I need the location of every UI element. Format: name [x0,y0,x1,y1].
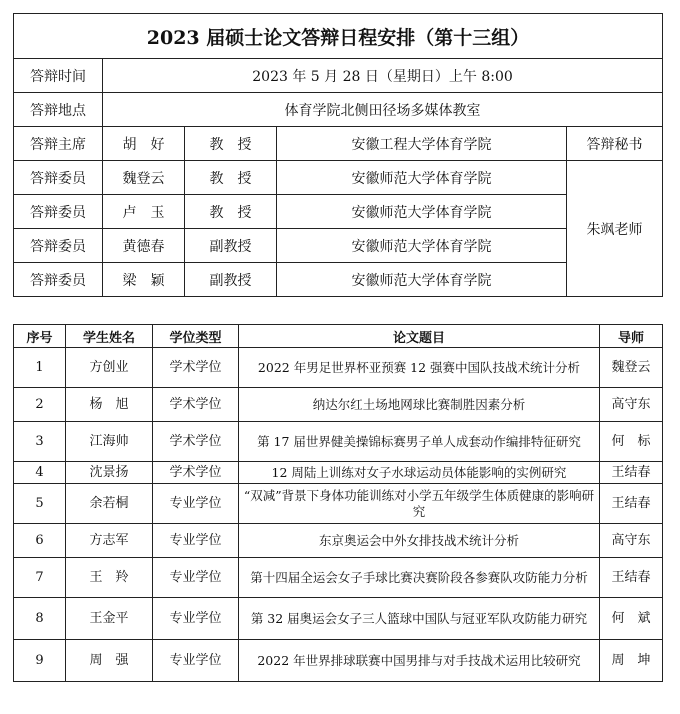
row-advisor: 魏登云 [600,348,663,388]
row-name: 江海帅 [66,422,153,462]
row-advisor: 高守东 [600,388,663,422]
row-topic: 第十四届全运会女子手球比赛决赛阶段各参赛队攻防能力分析 [239,558,600,598]
committee-row [14,229,663,263]
committee-role: 答辩委员 [14,195,103,229]
committee-unit: 安徽师范大学体育学院 [277,263,567,297]
committee-name: 卢 玉 [103,195,185,229]
row-name: 方志军 [66,524,153,558]
schedule-info-table [13,13,663,297]
place-label: 答辩地点 [14,93,103,127]
row-name: 王 羚 [66,558,153,598]
row-topic: 第 32 届奥运会女子三人篮球中国队与冠亚军队攻防能力研究 [239,598,600,640]
committee-title: 副教授 [185,229,277,263]
row-degree: 学术学位 [153,348,239,388]
row-degree: 学术学位 [153,422,239,462]
committee-title: 教 授 [185,195,277,229]
row-degree: 学术学位 [153,462,239,484]
header-no: 序号 [14,325,66,348]
committee-title: 教 授 [185,127,277,161]
row-advisor: 高守东 [600,524,663,558]
table-row [14,348,663,388]
table-row [14,524,663,558]
row-no: 6 [14,524,66,558]
committee-name: 黄德春 [103,229,185,263]
row-no: 9 [14,640,66,682]
secretary-value: 朱飒老师 [567,161,663,297]
row-name: 周 强 [66,640,153,682]
row-topic: 2022 年男足世界杯亚预赛 12 强赛中国队技战术统计分析 [239,348,600,388]
committee-unit: 安徽工程大学体育学院 [277,127,567,161]
committee-name: 胡 好 [103,127,185,161]
row-name: 余若桐 [66,484,153,524]
row-degree: 专业学位 [153,598,239,640]
committee-row [14,127,663,161]
row-name: 沈景扬 [66,462,153,484]
committee-role: 答辩委员 [14,161,103,195]
committee-title: 教 授 [185,161,277,195]
table-row [14,388,663,422]
header-advisor: 导师 [600,325,663,348]
row-topic: 东京奥运会中外女排技战术统计分析 [239,524,600,558]
row-advisor: 王结春 [600,484,663,524]
row-topic: 2022 年世界排球联赛中国男排与对手技战术运用比较研究 [239,640,600,682]
page-title: 2023 届硕士论文答辩日程安排（第十三组） [14,14,663,59]
header-name: 学生姓名 [66,325,153,348]
committee-unit: 安徽师范大学体育学院 [277,161,567,195]
row-topic: 纳达尔红土场地网球比赛制胜因素分析 [239,388,600,422]
committee-row [14,195,663,229]
table-row [14,484,663,524]
row-advisor: 周 坤 [600,640,663,682]
row-topic: 第 17 届世界健美操锦标赛男子单人成套动作编排特征研究 [239,422,600,462]
table-row [14,462,663,484]
committee-unit: 安徽师范大学体育学院 [277,229,567,263]
row-advisor: 王结春 [600,462,663,484]
table-header-row [14,325,663,348]
row-no: 5 [14,484,66,524]
row-name: 杨 旭 [66,388,153,422]
row-name: 方创业 [66,348,153,388]
secretary-label: 答辩秘书 [567,127,663,161]
students-table [13,324,663,682]
row-degree: 专业学位 [153,558,239,598]
time-value: 2023 年 5 月 28 日（星期日）上午 8:00 [103,59,663,93]
row-topic: 12 周陆上训练对女子水球运动员体能影响的实例研究 [239,462,600,484]
table-row [14,422,663,462]
table-row [14,598,663,640]
row-advisor: 何 标 [600,422,663,462]
row-no: 3 [14,422,66,462]
row-no: 8 [14,598,66,640]
row-degree: 学术学位 [153,388,239,422]
row-degree: 专业学位 [153,484,239,524]
committee-role: 答辩委员 [14,229,103,263]
committee-role: 答辩主席 [14,127,103,161]
header-degree: 学位类型 [153,325,239,348]
committee-name: 梁 颖 [103,263,185,297]
table-row [14,640,663,682]
row-no: 1 [14,348,66,388]
row-degree: 专业学位 [153,524,239,558]
row-advisor: 何 斌 [600,598,663,640]
row-topic: “双减”背景下身体功能训练对小学五年级学生体质健康的影响研究 [239,484,600,524]
row-no: 7 [14,558,66,598]
row-name: 王金平 [66,598,153,640]
time-label: 答辩时间 [14,59,103,93]
row-no: 2 [14,388,66,422]
committee-row [14,263,663,297]
committee-role: 答辩委员 [14,263,103,297]
place-value: 体育学院北侧田径场多媒体教室 [103,93,663,127]
row-degree: 专业学位 [153,640,239,682]
committee-name: 魏登云 [103,161,185,195]
committee-unit: 安徽师范大学体育学院 [277,195,567,229]
row-advisor: 王结春 [600,558,663,598]
committee-title: 副教授 [185,263,277,297]
committee-row [14,161,663,195]
table-row [14,558,663,598]
header-topic: 论文题目 [239,325,600,348]
row-no: 4 [14,462,66,484]
